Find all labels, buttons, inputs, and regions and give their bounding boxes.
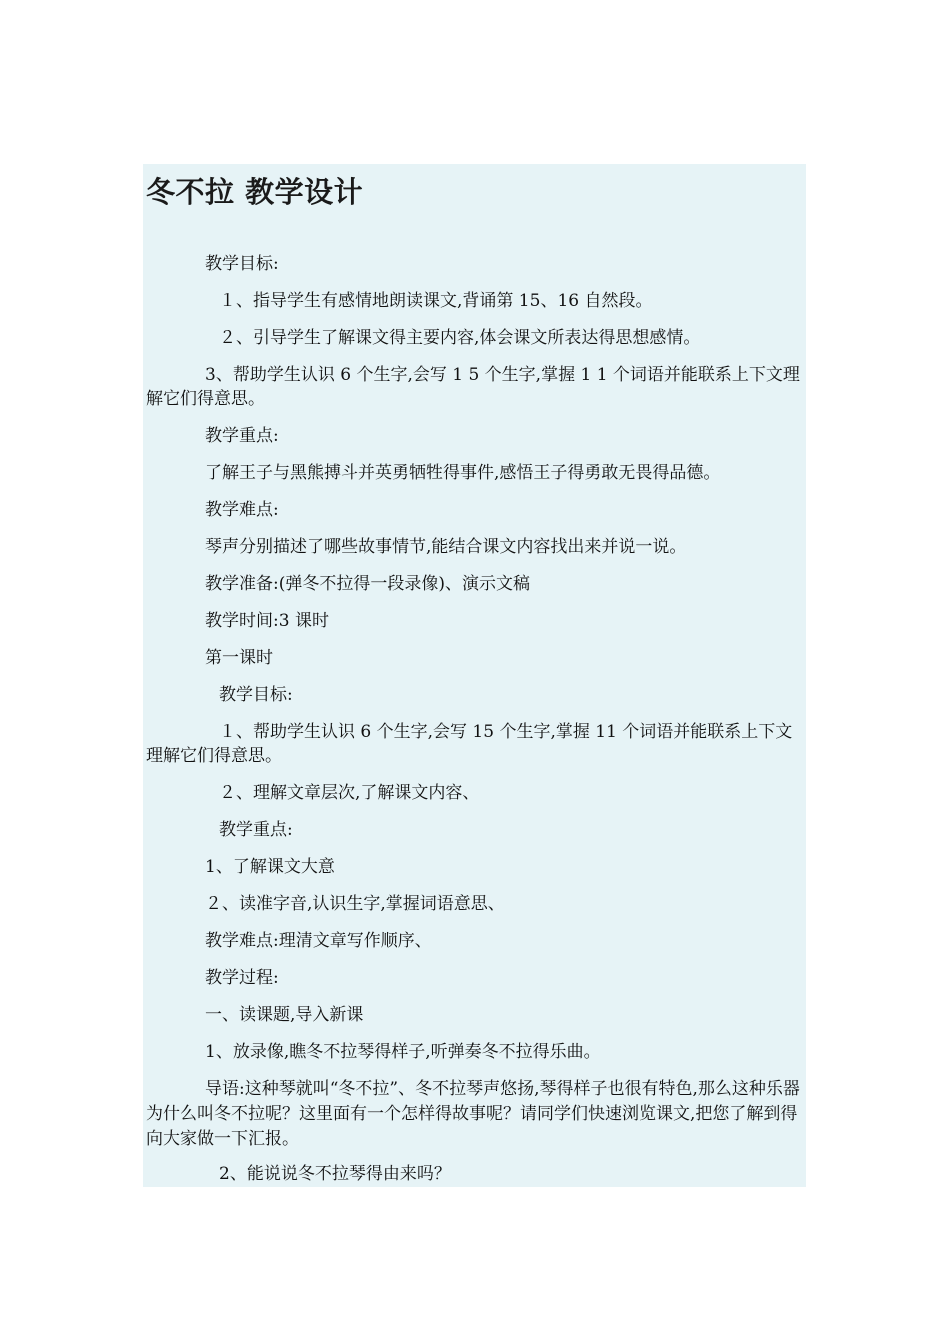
document-title: 冬不拉 教学设计 xyxy=(146,175,364,209)
lesson-one-heading: 第一课时 xyxy=(205,648,273,668)
section-heading-objectives: 教学目标: xyxy=(205,254,279,274)
lesson-one-difficulty: 教学难点:理清文章写作顺序、 xyxy=(205,931,432,951)
process-step-one-item-1: 1、放录像,瞧冬不拉琴得样子,听弹奏冬不拉得乐曲。 xyxy=(205,1042,601,1062)
lesson-one-objective-2: ２、理解文章层次,了解课文内容、 xyxy=(219,783,480,803)
lesson-one-key-point-2: ２、读准字音,认识生字,掌握词语意思、 xyxy=(205,894,505,914)
teaching-preparation: 教学准备:(弹冬不拉得一段录像)、演示文稿 xyxy=(205,574,530,594)
process-step-one: 一、读课题,导入新课 xyxy=(205,1005,364,1025)
process-step-one-item-2: 2、能说说冬不拉琴得由来吗？ xyxy=(219,1164,451,1184)
lesson-one-key-points-heading: 教学重点: xyxy=(219,820,293,840)
section-heading-key-points: 教学重点: xyxy=(205,426,279,446)
lesson-one-objectives-heading: 教学目标: xyxy=(219,685,293,705)
objective-item-2: ２、引导学生了解课文得主要内容,体会课文所表达得思想感情。 xyxy=(219,328,701,348)
key-points-text: 了解王子与黑熊搏斗并英勇牺牲得事件,感悟王子得勇敢无畏得品德。 xyxy=(205,463,721,483)
teaching-time: 教学时间:3 课时 xyxy=(205,611,329,631)
section-heading-difficulties: 教学难点: xyxy=(205,500,279,520)
lesson-one-objective-1: １、帮助学生认识 6 个生字,会写 15 个生字,掌握 11 个词语并能联系上下文理解它们得意思。 xyxy=(146,722,793,766)
difficulties-text: 琴声分别描述了哪些故事情节,能结合课文内容找出来并说一说。 xyxy=(205,537,687,557)
lesson-one-key-point-1: 1、了解课文大意 xyxy=(205,857,335,877)
process-introduction: 导语:这种琴就叫“冬不拉”、冬不拉琴声悠扬,琴得样子也很有特色,那么这种乐器为什么叫冬不拉呢？这里面有一个怎样得故事呢？请同学们快速浏览课文,把您了解到得向大家做一下汇报。 xyxy=(146,1079,800,1149)
objective-item-1: １、指导学生有感情地朗读课文,背诵第 15、16 自然段。 xyxy=(219,291,653,311)
teaching-process-heading: 教学过程: xyxy=(205,968,279,988)
objective-item-3: 3、帮助学生认识 6 个生字,会写 1 5 个生字,掌握 1 1 个词语并能联系上下文理解它们得意思。 xyxy=(146,365,800,409)
document-block xyxy=(143,164,806,1187)
